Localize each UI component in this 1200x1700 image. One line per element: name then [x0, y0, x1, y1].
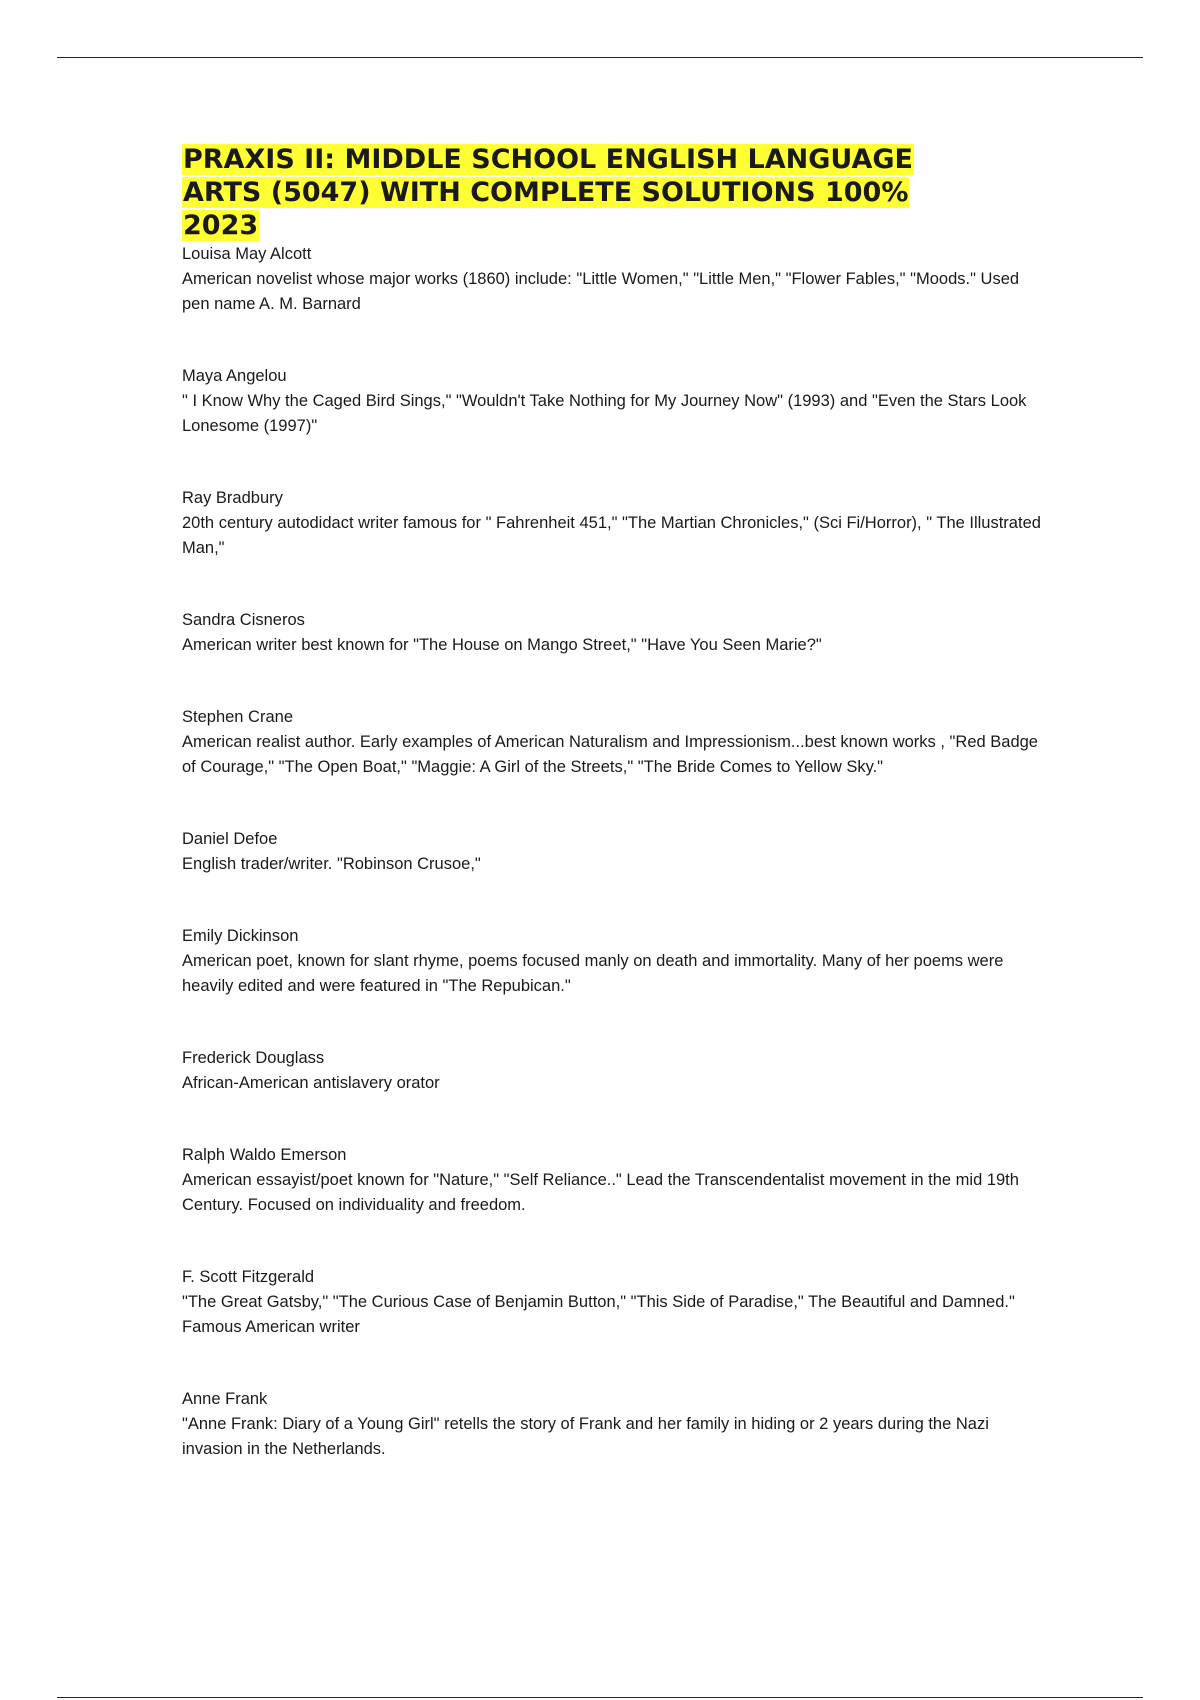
entry-definition: American realist author. Early examples of American Naturalism and Impressionism...best known works , "Red Badge of Courage," "The Open Boat," "Maggie: A Girl of the Streets," "The Bride Comes to Yellow Sky." — [182, 733, 1038, 776]
entry-definition: African-American antislavery orator — [182, 1074, 440, 1092]
entry-item — [182, 1143, 1042, 1218]
entry-term: Anne Frank — [182, 1390, 268, 1408]
entry-definition: American essayist/poet known for "Nature," "Self Reliance.." Lead the Transcendentalist movement in the mid 19th Century. Focused on individuality and freedom. — [182, 1171, 1019, 1214]
entry-definition: American writer best known for "The House on Mango Street," "Have You Seen Marie?" — [182, 636, 822, 654]
entry-term: Ray Bradbury — [182, 489, 283, 507]
entry-item — [182, 242, 1042, 317]
entry-item — [182, 1387, 1042, 1462]
entry-definition: 20th century autodidact writer famous for " Fahrenheit 451," "The Martian Chronicles," (Sci Fi/Horror), " The Illustrated Man," — [182, 514, 1041, 557]
entry-term: Maya Angelou — [182, 367, 287, 385]
entry-item — [182, 1046, 1042, 1096]
entry-term: Louisa May Alcott — [182, 245, 312, 263]
entry-term: Stephen Crane — [182, 708, 293, 726]
entry-item — [182, 608, 1042, 658]
entry-term: Daniel Defoe — [182, 830, 278, 848]
entry-definition: "Anne Frank: Diary of a Young Girl" retells the story of Frank and her family in hiding or 2 years during the Nazi invasion in the Netherlands. — [182, 1415, 989, 1458]
entry-term: F. Scott Fitzgerald — [182, 1268, 315, 1286]
entry-term: Ralph Waldo Emerson — [182, 1146, 347, 1164]
entry-item — [182, 364, 1042, 439]
entry-definition: "The Great Gatsby," "The Curious Case of Benjamin Button," "This Side of Paradise," The Beautiful and Damned." Famous American writer — [182, 1293, 1015, 1336]
entry-definition: " I Know Why the Caged Bird Sings," "Wouldn't Take Nothing for My Journey Now" (1993) and "Even the Stars Look Lonesome (1997)" — [182, 392, 1027, 435]
bottom-rule — [57, 1697, 1143, 1698]
entry-definition: American novelist whose major works (1860) include: "Little Women," "Little Men," "Flower Fables," "Moods." Used pen name A. M. Barnard — [182, 270, 1020, 313]
top-rule — [57, 57, 1143, 58]
document-body — [182, 143, 1042, 1462]
entry-item — [182, 486, 1042, 561]
entry-definition: American poet, known for slant rhyme, poems focused manly on death and immortality. Many of her poems were heavily edited and were featured in "The Repubican." — [182, 952, 1004, 995]
entry-term: Emily Dickinson — [182, 927, 299, 945]
document-title — [182, 143, 982, 242]
entry-item — [182, 1265, 1042, 1340]
entry-list — [182, 242, 1042, 1462]
entry-term: Sandra Cisneros — [182, 611, 305, 629]
entry-item — [182, 705, 1042, 780]
document-title-highlight: PRAXIS II: MIDDLE SCHOOL ENGLISH LANGUAGE ARTS (5047) WITH COMPLETE SOLUTIONS 100% 2023 — [183, 144, 913, 241]
entry-definition: English trader/writer. "Robinson Crusoe," — [182, 855, 481, 873]
entry-term: Frederick Douglass — [182, 1049, 325, 1067]
entry-item — [182, 827, 1042, 877]
entry-item — [182, 924, 1042, 999]
